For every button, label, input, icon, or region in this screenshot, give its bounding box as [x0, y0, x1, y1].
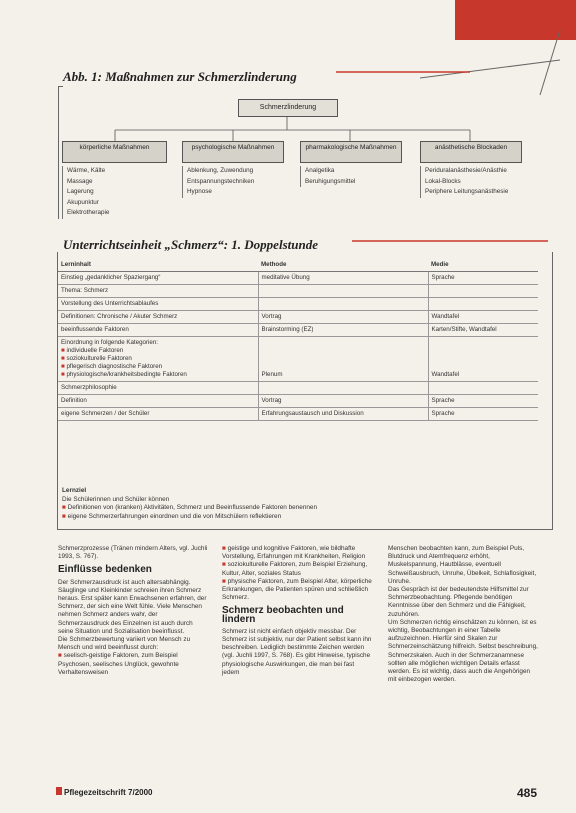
bullet-icon: ■	[222, 577, 226, 585]
table-row: beeinflussende Faktoren Brainstorming (EZ) Karten/Stifte, Wandtafel	[58, 324, 538, 337]
tree-root: Schmerzlinderung	[238, 99, 338, 117]
bullet-icon: ■	[61, 347, 65, 354]
brand-logo-icon	[56, 787, 62, 795]
lesson-table	[58, 258, 538, 421]
page-number: 485	[517, 786, 538, 800]
category-box: körperliche Maßnahmen	[62, 141, 167, 163]
category-items: Analgetika Beruhigungsmittel	[300, 166, 355, 187]
text-column: ■ geistige und kognitive Faktoren, wie bildhafte Vorstellung, Erfahrungen mit Krankheiten, Religion ■ soziokulturelle Faktoren, zum Beispiel Erziehung, Kultur, Alter, soziales Status ■ physische Faktoren, zum Beispiel Alter, körperliche Erkrankungen, die Patienten spüren und schließlich Schmerz. Schmerz beobachten und lindern Schmerz ist nicht einfach objektiv messbar. Der Schmerz ist subjektiv, nur der Patient selbst kann ihn beschreiben. Lediglich bestimmte Zeichen werden (vgl. Juchli 1997, S. 768). Es gibt Hinweise, typische physiologische Auswirkungen, die man bei fast jedem	[222, 545, 372, 676]
bullet-icon: ■	[222, 561, 226, 569]
unit-title: Unterrichtseinheit „Schmerz“: 1. Doppelstunde	[63, 237, 318, 252]
bullet-icon: ■	[61, 371, 65, 378]
category-items: Wärme, Kälte Massage Lagerung Akupunktur Elektrotherapie	[62, 166, 109, 219]
bullet-icon: ■	[222, 545, 226, 552]
table-row: Vorstellung des Unterrichtsablaufes	[58, 298, 538, 311]
table-row: Definition Vortrag Sprache	[58, 395, 538, 408]
table-header: Lerninhalt Methode Medie	[58, 258, 538, 272]
figure-title: Abb. 1: Maßnahmen zur Schmerzlinderung	[63, 69, 297, 84]
table-row: eigene Schmerzen / der Schüler Erfahrungsaustausch und Diskussion Sprache	[58, 408, 538, 421]
bullet-icon: ■	[61, 355, 65, 362]
footer-brand: Pflegezeitschrift 7/2000	[64, 788, 153, 797]
text-column: Schmerzprozesse (Tränen mindern Alters, vgl. Juchli 1993, S. 767). Einflüsse bedenken Der Schmerzausdruck ist auch altersabhängig. Säuglinge und Kleinkinder schreien ihren Schmerz heraus. Erst später kann Erwachsenen erfahren, der Schmerz, der sich eine Welt fühle. Viele Menschen nehmen Schmerz anders wahr, der Schmerzausdruck des Einzelnen ist auch durch seine Situation und Sozialisation beeinflusst. Die Schmerzbewertung variiert von Mensch zu Mensch und wird beeinflusst durch: ■ seelisch-geistige Faktoren, zum Beispiel Psychosen, seelisches Unglück, gewohnte Verhaltensweisen	[58, 545, 208, 676]
table-row: Schmerzphilosophie	[58, 382, 538, 395]
table-row: Einordnung in folgende Kategorien: ■ individuelle Faktoren ■ soziokulturelle Faktoren ■ pflegerisch diagnostische Faktoren ■ physiologische/krankheitsbedingte Faktoren Plenum Wandtafel	[58, 337, 538, 382]
section-heading: Einflüsse bedenken	[58, 564, 152, 576]
bullet-icon: ■	[61, 363, 65, 370]
category-box: anästhetische Blockaden	[420, 141, 522, 163]
table-row: Definitionen: Chronische / Akuter Schmerz Vortrag Wandtafel	[58, 311, 538, 324]
bullet-icon: ■	[62, 512, 66, 520]
category-box: psychologische Maßnahmen	[182, 141, 284, 163]
category-box: pharmakologische Maßnahmen	[300, 141, 402, 163]
table-row: Einstieg „gedanklicher Spaziergang“ meditative Übung Sprache	[58, 272, 538, 285]
category-items: Periduralanästhesie/Anästhie Lokal-Blocks Periphere Leitungsanästhesie	[420, 166, 508, 198]
table-row: Thema: Schmerz	[58, 285, 538, 298]
bullet-icon: ■	[58, 652, 62, 660]
learning-goal: Lernziel Die Schülerinnen und Schüler können ■ Definitionen von (kranken) Aktivitäten, Schmerz und Beeinflussende Faktoren benennen ■ eigene Schmerzerfahrungen einordnen und die von Mitschülern reflektieren	[62, 487, 318, 520]
text-column: Menschen beobachten kann, zum Beispiel Puls, Blutdruck und Atemfrequenz erhöht, Muskelspannung, Hautblässe, eventuell Schweißausbruch, Unruhe, Übelkeit, Schlaflosigkeit, Unruhe. Das Gespräch ist der bedeutendste Hilfsmittel zur Schmerzbeobachtung. Pflegende benötigen Kenntnisse über den Schmerz und die Fähigkeit, zuzuhören. Um Schmerzen richtig einschätzen zu können, ist es wichtig, Beobachtungen in einer Tabelle aufzuzeichnen. Hierfür sind Skalen zur Schmerzeinschätzung hilfreich. Selbst beschreibung, Schmerzskalen. Auch in der Schmerzanamnese sollten alle möglichen wichtigen Details erfasst werden. Es ist wichtig, dass auch die Angehörigen mit einbezogen werden.	[388, 545, 538, 684]
section-heading: Schmerz beobachten und lindern	[222, 605, 344, 625]
category-items: Ablenkung, Zuwendung Entspannungstechniken Hypnose	[182, 166, 254, 198]
bullet-icon: ■	[62, 504, 66, 511]
